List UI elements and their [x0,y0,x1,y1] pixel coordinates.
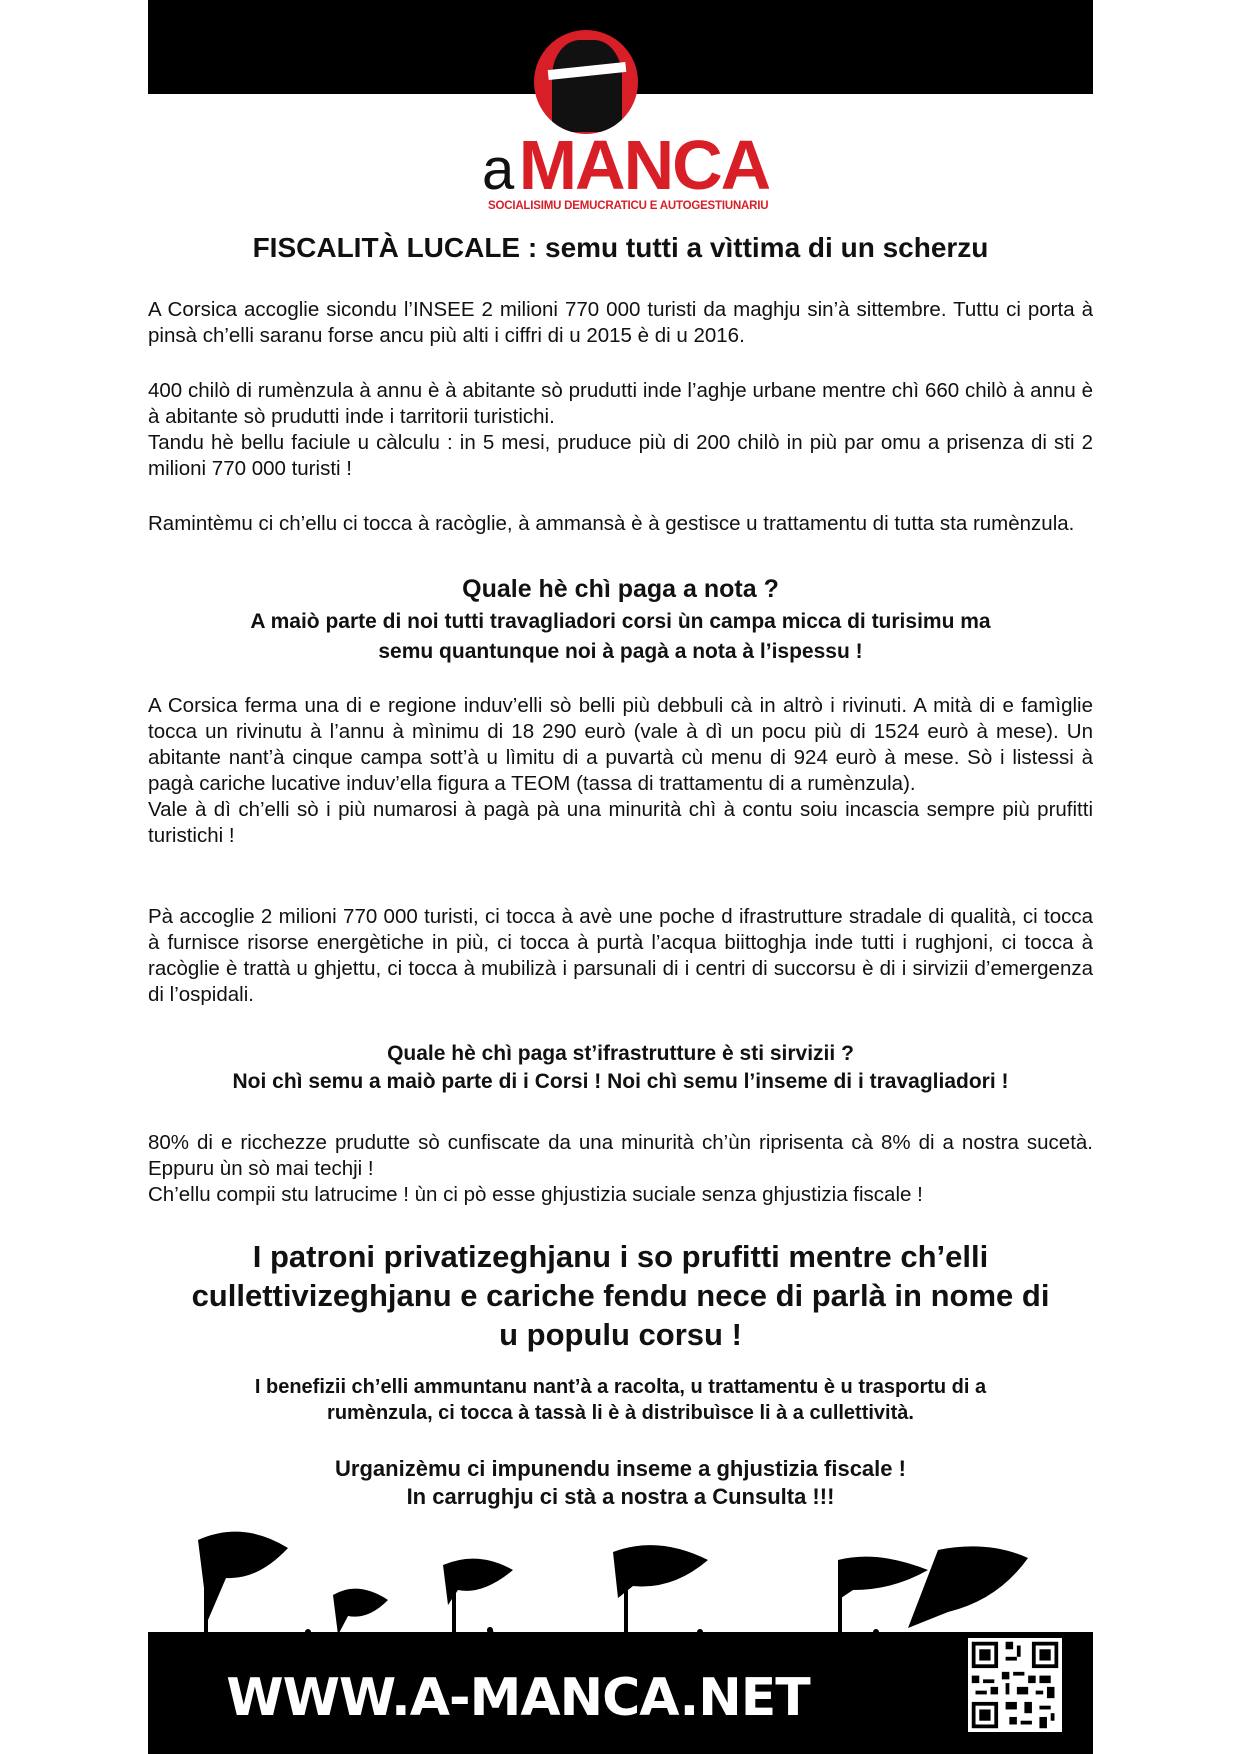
a-manca-logo [482,30,772,220]
slogan-heading: I patroni privatizeghjanu i so prufitti mentre ch’elli cullettivizeghjanu e cariche fendu nece di parlà in nome di u populu corsu ! [191,1239,1050,1352]
paragraph-4: A Corsica ferma una di e regione induv’elli sò belli più debbuli cà in altrò i rivinuti. A mità di e famìglie tocca un rivinutu à l’annu à mìnimu di 18 290 eurò (vale à dì un pocu più di 1524 eurò à mese). Un abitante nant’à cinque campa sott’à u lìmitu di a puvartà cù menu di 924 eurò à mese. Sò i listessi à pagà cariche lucative induv’ella figura a TEOM (tassa di trattamentu di a rumènzula). Vale à dì ch’elli sò i più numarosi à pagà pà una minurità chì à contu soiu incascia sempre più prufitti turistichi ! [148,694,1093,847]
paragraph-2: 400 chilò di rumènzula à annu è à abitante sò prudutti inde l’aghje urbane mentre chì 660 chilò à annu è à abitante sò prudutti inde i tarritorii turistichi. Tandu hè bellu faciule u càlculu : in 5 mesi, pruduce più di 200 chilò in più par omu a prisenza di sti 2 milioni 770 000 turisti ! [148,379,1093,480]
section-heading-2: Quale hè chì paga st’ifrastrutture è sti sirvizii ? Noi chì semu a maiò parte di i Corsi ! Noi chì semu l’inseme di i travagliadori ! [232,1042,1009,1093]
flyer-page [148,0,1093,1754]
paragraph-6: 80% di e ricchezze prudutte sò cunfiscate da una minurità ch’ùn riprisenta cà 8% di a nostra sucetà. Eppuru ùn sò mai techji ! Ch’ellu compii stu latrucime ! ùn ci pò esse ghjustizia suciale senza ghjustizia fiscale ! [148,1131,1093,1206]
section-subheading-1: A maiò parte di noi tutti travagliadori corsi ùn campa micca di turisimu ma semu quantunque noi à pagà a nota à l’ispessu ! [250,610,991,663]
paragraph-3: Ramintèmu ci ch’ellu ci tocca à racòglie, à ammansà è à gestisce u trattamentu di tutta sta rumènzula. [148,512,1075,535]
call-to-action: Urganizèmu ci impunendu inseme a ghjustizia fiscale ! In carrughju ci stà a nostra a Cunsulta !!! [335,1456,906,1509]
website-url-link[interactable]: WWW.A-MANCA.NET [226,1668,810,1728]
qr-code-icon[interactable] [968,1638,1062,1732]
logo-subtitle: SOCIALISIMU DEMUCRATICU E AUTOGESTIUNARIU [488,200,769,212]
benefits-statement: I benefizii ch’elli ammuntanu nant’à a racolta, u trattamentu è u trasportu di a rumènzula, ci tocca à tassà li è à distribuìsce li à a cullettività. [254,1376,987,1424]
logo-emblem-icon [534,30,638,134]
logo-wordmark: a MANCA [482,126,770,204]
section-heading-1: Quale hè chì paga a nota ? [462,575,779,603]
page-title: FISCALITÀ LUCALE : semu tutti a vìttima di un scherzu [252,232,989,263]
paragraph-1: A Corsica accoglie sicondu l’INSEE 2 milioni 770 000 turisti da maghju sin’à sittembre. Tuttu ci porta à pinsà ch’elli saranu forse ancu più alti i ciffri di u 2015 è di u 2016. [148,298,1093,347]
paragraph-5: Pà accoglie 2 milioni 770 000 turisti, ci tocca à avè une poche d ifrastrutture stradale di qualità, ci tocca à furnisce risorse energètiche in più, ci tocca à purtà l’acqua biittoghja inde tutti i rughjoni, ci tocca à racòglie è trattà u ghjettu, ci tocca à mubilizà i parsunali di i centri di succorsu è di i sirvizii d’emergenza di l’ospidali. [148,905,1093,1006]
